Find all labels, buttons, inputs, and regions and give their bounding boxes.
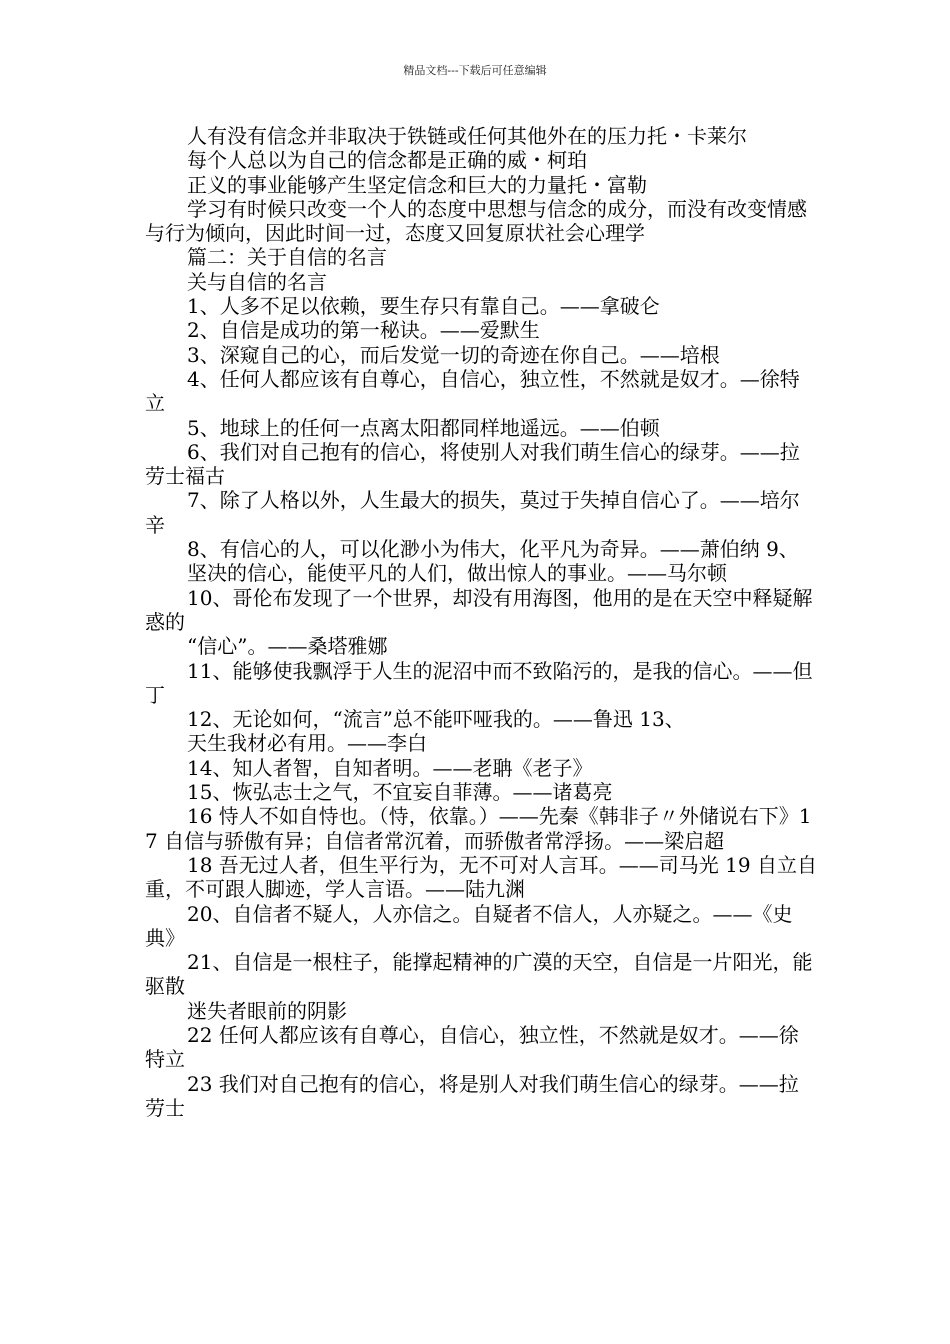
document-body bbox=[145, 124, 817, 1120]
quote-item: 20、自信者不疑人，人亦信之。自疑者不信人，人亦疑之。——《史典》 bbox=[145, 901, 793, 950]
quote-item: 2、自信是成功的第一秘诀。——爱默生 bbox=[187, 318, 540, 343]
quote-item: 22 任何人都应该有自尊心，自信心，独立性，不然就是奴才。——徐特立 bbox=[145, 1022, 799, 1072]
quote-item: 11、能够使我飘浮于人生的泥沼中而不致陷污的，是我的信心。——但丁 bbox=[145, 658, 813, 707]
quote-item: 4、任何人都应该有自尊心，自信心，独立性，不然就是奴才。—徐特立 bbox=[145, 366, 800, 416]
quote-item: 10、哥伦布发现了一个世界，却没有用海图，他用的是在天空中释疑解惑的 bbox=[145, 585, 813, 634]
quote-item: 1、人多不足以依赖，要生存只有靠自己。——拿破仑 bbox=[187, 294, 660, 319]
quote-item: 16 恃人不如自恃也。（恃，依靠。）——先秦《韩非子〃外储说右下》17 自信与骄傲有异；自信者常沉着，而骄傲者常浮扬。——梁启超 bbox=[145, 804, 812, 853]
quote-item: 6、我们对自己抱有的信心，将使别人对我们萌生信心的绿芽。——拉劳士福古 bbox=[145, 439, 800, 489]
paragraph: 每个人总以为自己的信念都是正确的威・柯珀 bbox=[187, 148, 587, 173]
quote-item: 3、深窥自己的心，而后发觉一切的奇迹在你自己。——培根 bbox=[187, 342, 720, 367]
quote-item: 坚决的信心，能使平凡的人们，做出惊人的事业。——马尔顿 bbox=[187, 561, 727, 586]
subheading: 关与自信的名言 bbox=[187, 269, 327, 294]
quote-item: 天生我材必有用。——李白 bbox=[187, 731, 427, 756]
page-header: 精品文档---下载后可任意编辑 bbox=[403, 64, 547, 77]
paragraph: 人有没有信念并非取决于铁链或任何其他外在的压力托・卡莱尔 bbox=[187, 124, 747, 148]
section-heading: 篇二：关于自信的名言 bbox=[187, 245, 387, 270]
paragraph: 正义的事业能够产生坚定信念和巨大的力量托・富勒 bbox=[187, 172, 647, 197]
quote-item: 7、除了人格以外，人生最大的损失，莫过于失掉自信心了。——培尔辛 bbox=[145, 488, 800, 537]
quote-item: 8、有信心的人，可以化渺小为伟大，化平凡为奇异。——萧伯纳 9、 bbox=[187, 537, 799, 562]
quote-item: 5、地球上的任何一点离太阳都同样地遥远。——伯顿 bbox=[187, 415, 660, 440]
quote-item: 15、恢弘志士之气，不宜妄自菲薄。——诸葛亮 bbox=[187, 780, 613, 805]
quote-item: 23 我们对自己抱有的信心，将是别人对我们萌生信心的绿芽。——拉劳士 bbox=[145, 1071, 799, 1120]
quote-item: 12、无论如何，“流言”总不能吓哑我的。——鲁迅 13、 bbox=[187, 707, 685, 732]
quote-item: “信心”。——桑塔雅娜 bbox=[187, 634, 388, 659]
quote-item: 迷失者眼前的阴影 bbox=[187, 998, 347, 1023]
quote-item: 14、知人者智，自知者明。——老聃《老子》 bbox=[187, 755, 593, 780]
quote-item: 18 吾无过人者，但生平行为，无不可对人言耳。——司马光 19 自立自重，不可跟人脚迹，学人言语。——陆九渊 bbox=[145, 852, 817, 902]
paragraph: 学习有时候只改变一个人的态度中思想与信念的成分，而没有改变情感与行为倾向，因此时间一过，态度又回复原状社会心理学 bbox=[145, 196, 807, 246]
quote-item: 21、自信是一根柱子，能撑起精神的广漠的天空，自信是一片阳光，能驱散 bbox=[145, 950, 813, 999]
